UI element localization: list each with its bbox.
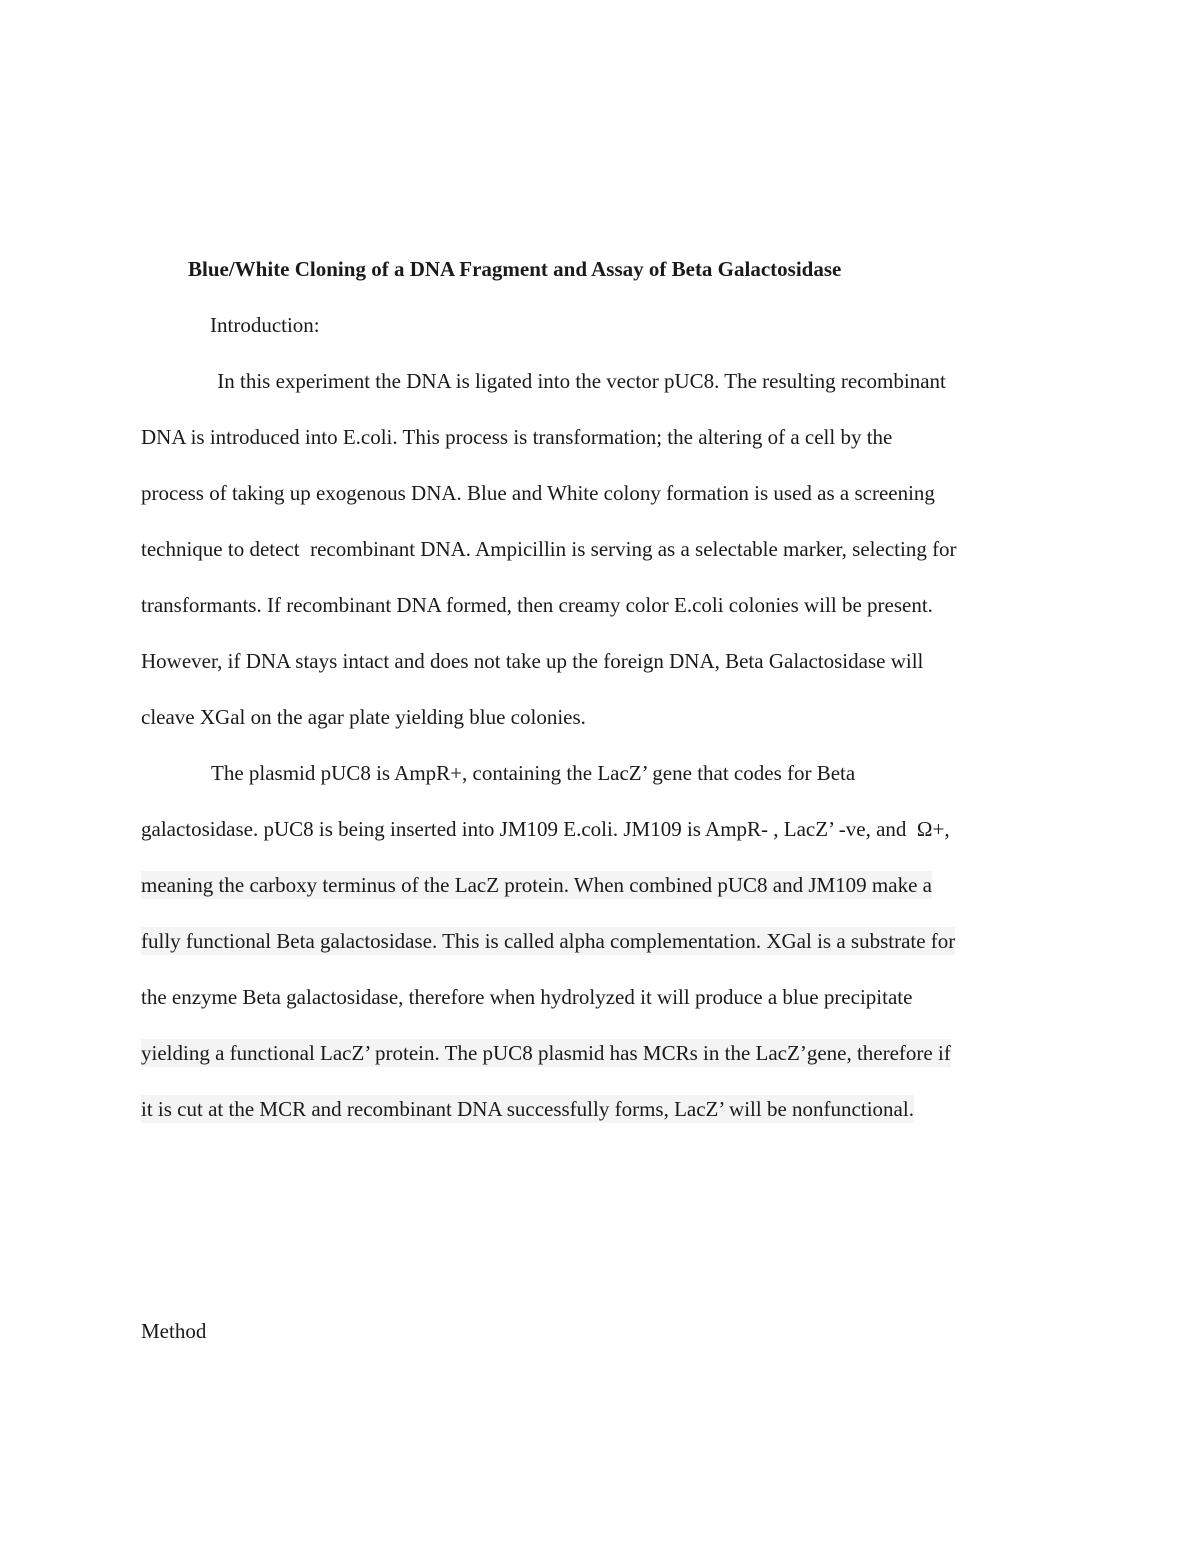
paragraph1-line: technique to detect recombinant DNA. Ampicillin is serving as a selectable marker, selecting for	[141, 537, 957, 561]
paragraph2-line: The plasmid pUC8 is AmpR+, containing the LacZ’ gene that codes for Beta	[211, 761, 856, 785]
paragraph1-line: However, if DNA stays intact and does not take up the foreign DNA, Beta Galactosidase will	[141, 649, 924, 673]
introduction-heading: Introduction:	[210, 313, 320, 337]
paragraph2-line: yielding a functional LacZ’ protein. The pUC8 plasmid has MCRs in the LacZ’gene, therefore if	[141, 1041, 951, 1065]
paragraph2-line: meaning the carboxy terminus of the LacZ protein. When combined pUC8 and JM109 make a	[141, 873, 932, 897]
paragraph1-line: DNA is introduced into E.coli. This process is transformation; the altering of a cell by the	[141, 425, 893, 449]
paragraph1-line: process of taking up exogenous DNA. Blue and White colony formation is used as a screening	[141, 481, 935, 505]
document-title: Blue/White Cloning of a DNA Fragment and Assay of Beta Galactosidase	[188, 257, 842, 281]
paragraph2-line: galactosidase. pUC8 is being inserted into JM109 E.coli. JM109 is AmpR- , LacZ’ -ve, and Ω+,	[141, 817, 950, 841]
paragraph1-line: In this experiment the DNA is ligated into the vector pUC8. The resulting recombinant	[212, 369, 946, 393]
paragraph2-line: it is cut at the MCR and recombinant DNA successfully forms, LacZ’ will be nonfunctional.	[141, 1097, 914, 1121]
paragraph1-line: transformants. If recombinant DNA formed, then creamy color E.coli colonies will be present.	[141, 593, 933, 617]
paragraph1-line: cleave XGal on the agar plate yielding blue colonies.	[141, 705, 586, 729]
paragraph2-line: the enzyme Beta galactosidase, therefore when hydrolyzed it will produce a blue precipitate	[141, 985, 913, 1009]
method-heading: Method	[141, 1319, 207, 1343]
paragraph2-line: fully functional Beta galactosidase. This is called alpha complementation. XGal is a substrate for	[141, 929, 956, 953]
